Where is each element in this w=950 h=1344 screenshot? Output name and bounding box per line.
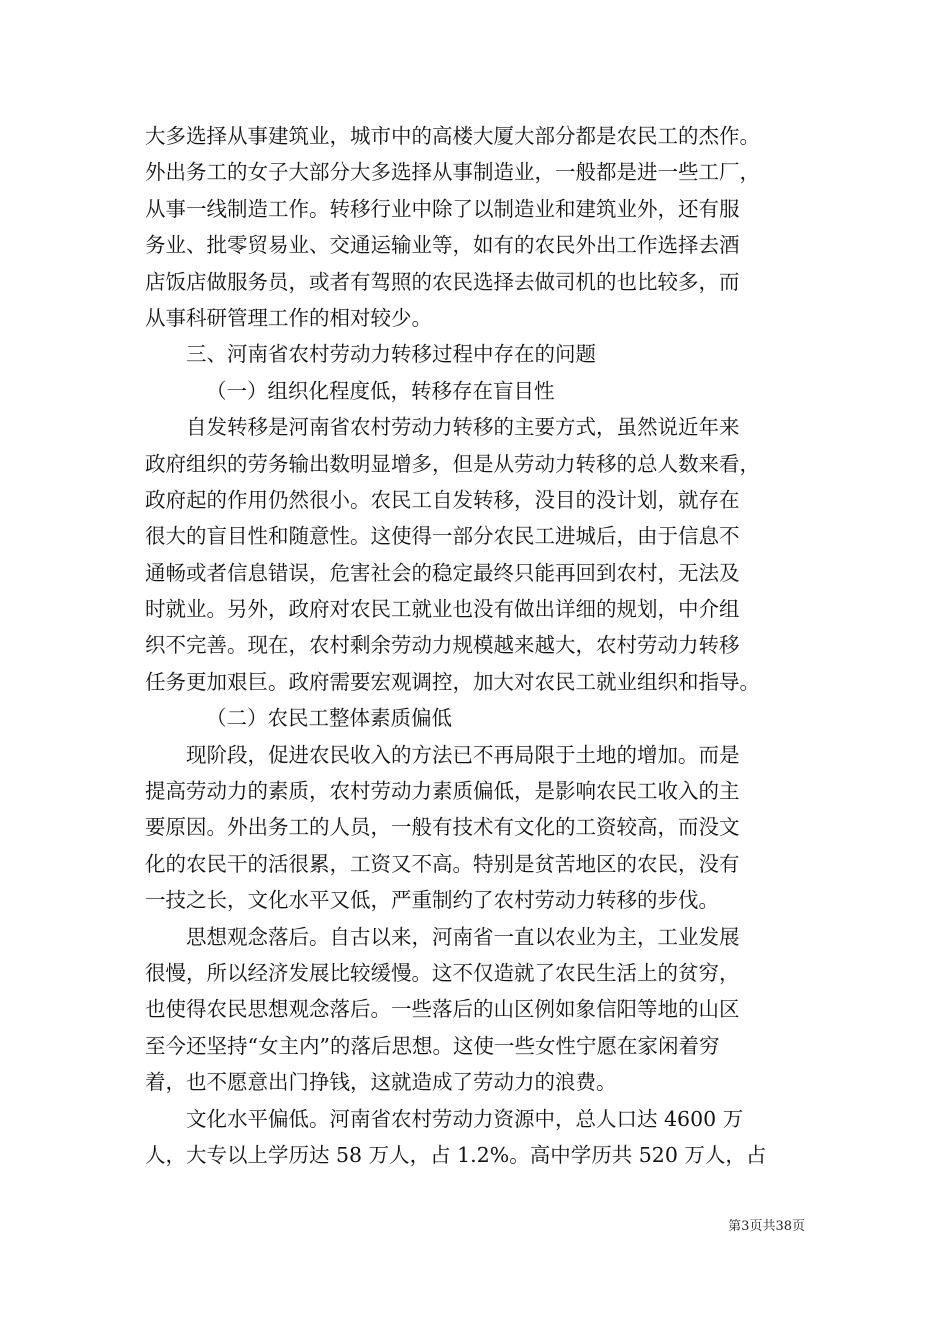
body-text — [145, 118, 805, 1173]
paragraph-line: 很慢，所以经济发展比较缓慢。这不仅造就了农民生活上的贫穷， — [145, 960, 740, 985]
paragraph-line: 文化水平偏低。河南省农村劳动力资源中，总人口达 4600 万 — [186, 1106, 744, 1131]
paragraph-line: 提高劳动力的素质，农村劳动力素质偏低，是影响农民工收入的主 — [145, 779, 740, 804]
paragraph-line: 从事科研管理工作的相对较少。 — [145, 305, 432, 330]
paragraph-line: 政府起的作用仍然很小。农民工自发转移，没目的没计划，就存在 — [145, 487, 740, 512]
paragraph-line: 政府组织的劳务输出数明显增多，但是从劳动力转移的总人数来看， — [145, 451, 760, 476]
subsection-heading: （二）农民工整体素质偏低 — [206, 706, 452, 731]
paragraph-line: 至今还坚持“女主内”的落后思想。这使一些女性宁愿在家闲着穷 — [145, 1033, 720, 1058]
paragraph-line: 现阶段，促进农民收入的方法已不再局限于土地的增加。而是 — [186, 742, 740, 767]
paragraph-line: 化的农民干的活很累，工资又不高。特别是贫苦地区的农民，没有 — [145, 851, 740, 876]
paragraph-line: 从事一线制造工作。转移行业中除了以制造业和建筑业外，还有服 — [145, 196, 740, 221]
section-heading: 三、河南省农村劳动力转移过程中存在的问题 — [186, 342, 596, 367]
paragraph-line: 任务更加艰巨。政府需要宏观调控，加大对农民工就业组织和指导。 — [145, 669, 760, 694]
paragraph-line: 时就业。另外，政府对农民工就业也没有做出详细的规划，中介组 — [145, 597, 740, 622]
paragraph-line: 务业、批零贸易业、交通运输业等，如有的农民外出工作选择去酒 — [145, 233, 740, 258]
paragraph-line: 店饭店做服务员，或者有驾照的农民选择去做司机的也比较多，而 — [145, 269, 740, 294]
paragraph-line: 大多选择从事建筑业，城市中的高楼大厦大部分都是农民工的杰作。 — [145, 124, 760, 148]
paragraph-line: 通畅或者信息错误，危害社会的稳定最终只能再回到农村，无法及 — [145, 560, 740, 585]
paragraph-line: 自发转移是河南省农村劳动力转移的主要方式，虽然说近年来 — [186, 415, 740, 440]
paragraph-line: 也使得农民思想观念落后。一些落后的山区例如象信阳等地的山区 — [145, 997, 740, 1022]
paragraph-line: 一技之长，文化水平又低，严重制约了农村劳动力转移的步伐。 — [145, 888, 719, 913]
paragraph-line: 着，也不愿意出门挣钱，这就造成了劳动力的浪费。 — [145, 1070, 617, 1095]
page-number: 第3页共38页 — [728, 1219, 805, 1234]
paragraph-line: 要原因。外出务工的人员，一般有技术有文化的工资较高，而没文 — [145, 815, 740, 840]
paragraph-line: 外出务工的女子大部分大多选择从事制造业，一般都是进一些工厂， — [145, 160, 760, 185]
paragraph-line: 很大的盲目性和随意性。这使得一部分农民工进城后，由于信息不 — [145, 524, 740, 549]
paragraph-line: 思想观念落后。自古以来，河南省一直以农业为主，工业发展 — [186, 924, 740, 949]
paragraph-line: 人，大专以上学历达 58 万人，占 1.2%。高中学历共 520 万人，占 — [145, 1142, 767, 1167]
subsection-heading: （一）组织化程度低，转移存在盲目性 — [206, 378, 555, 403]
paragraph-line: 织不完善。现在，农村剩余劳动力规模越来越大，农村劳动力转移 — [145, 633, 740, 658]
